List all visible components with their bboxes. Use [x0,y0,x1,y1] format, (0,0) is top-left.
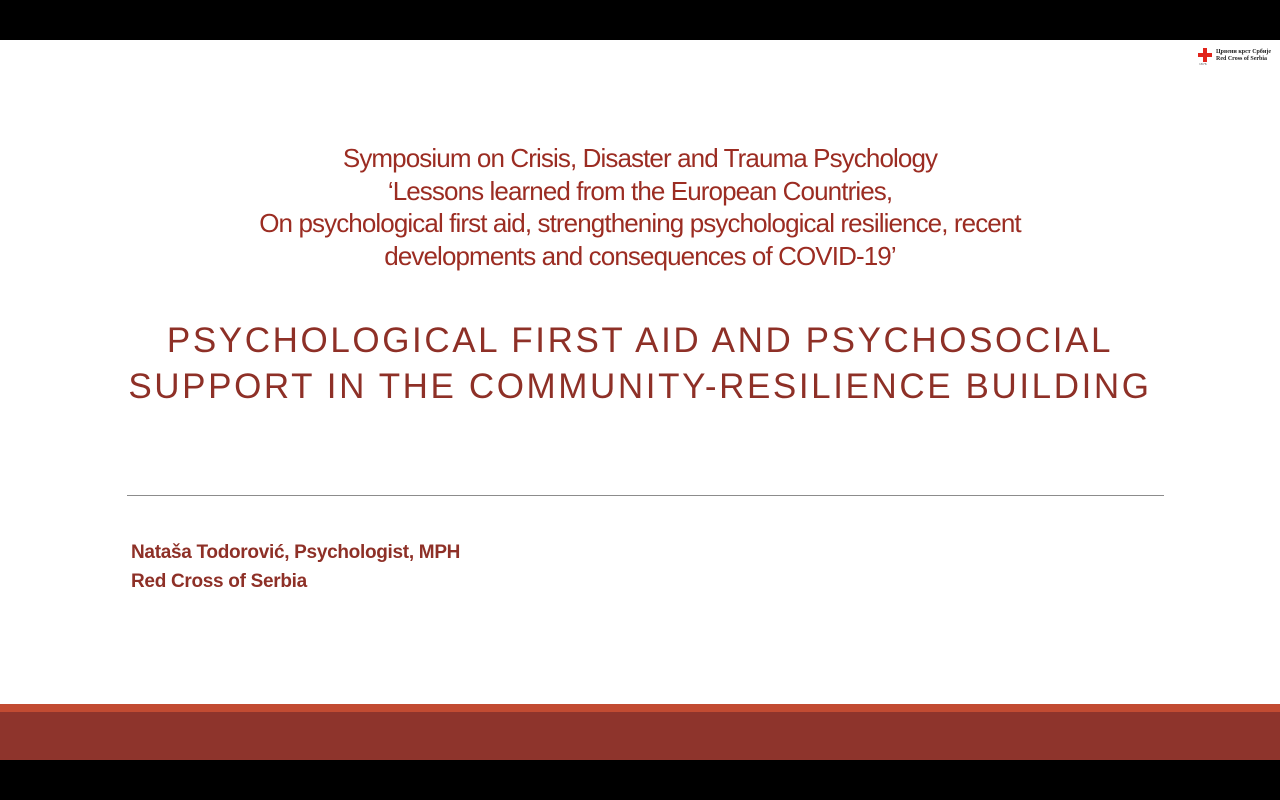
slide-title-line: PSYCHOLOGICAL FIRST AID AND PSYCHOSOCIAL [166,321,1114,360]
letterbox-bottom [0,760,1280,800]
author-organization: Red Cross of Serbia [131,571,307,592]
slide-title-line: SUPPORT IN THE COMMUNITY-RESILIENCE BUILDING [128,367,1152,406]
logo-text-cyrillic: Црвени крст Србије [1216,49,1272,55]
symposium-line: On psychological first aid, strengthening psychological resilience, recent [259,208,1021,238]
logo-text-latin: Red Cross of Serbia [1216,56,1268,62]
title-divider [127,495,1164,496]
symposium-line: Symposium on Crisis, Disaster and Trauma Psychology [342,143,938,173]
footer-accent-stripe [0,704,1280,712]
symposium-line: developments and consequences of COVID-19’ [384,240,896,271]
logo-subtext: 1876 [1199,62,1207,66]
author-name: Nataša Todorović, Psychologist, MPH [131,542,461,563]
red-cross-logo [1196,46,1276,66]
symposium-subtitle [140,142,1140,272]
presentation-slide [0,40,1280,760]
symposium-line: ‘Lessons learned from the European Countries, [387,175,893,206]
letterbox-top [0,0,1280,40]
footer-band [0,712,1280,760]
red-cross-icon [1198,48,1212,62]
slide-title [80,318,1200,410]
author-block [131,538,460,596]
